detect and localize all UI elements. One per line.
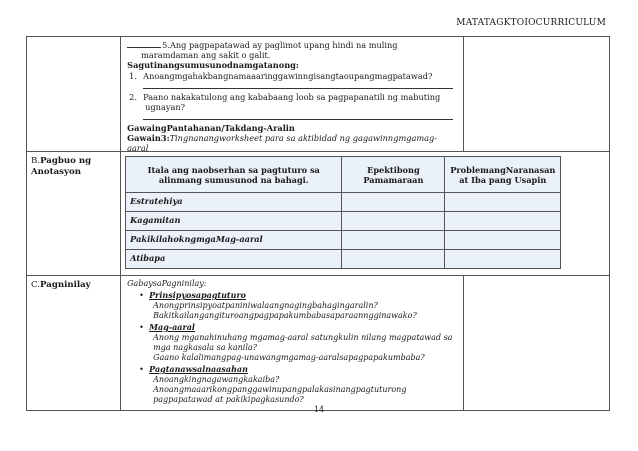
annotation-cell[interactable] — [445, 193, 561, 212]
reflection-intro: GabaysaPagninilay: — [127, 279, 207, 288]
section-c-label: C.Pagninilay — [27, 276, 121, 411]
section-b-label: B.Pagbuo ng Anotasyon — [27, 152, 121, 276]
table-row-section-b — [27, 152, 610, 276]
empty-cell — [27, 37, 121, 152]
reflection-item: • Mag-aaral — [139, 322, 195, 332]
question-1: 1. Anoangmgahakbangnamaaaringgawinngisangtaoupangmagpatawad? — [129, 71, 433, 81]
bullet-icon: • — [139, 291, 144, 300]
annotation-header-row — [126, 157, 561, 193]
bullet-icon: • — [139, 365, 144, 374]
lesson-plan-table — [26, 36, 610, 411]
reflection-item: • Pagtanawsalnaasahan — [139, 364, 248, 374]
question-2: 2. Paano nakakatulong ang kababaang loob sa pagpapanatili ng mabuting ugnayan? — [129, 92, 441, 112]
table-row — [126, 231, 561, 250]
annotation-cell[interactable] — [445, 231, 561, 250]
header-code: MATATAGKTOIOCURRICULUM — [456, 18, 606, 28]
answer-line-1 — [143, 82, 453, 89]
annotation-row-label: PakikilahokngmgaMag-aaral — [126, 231, 342, 250]
questions-cell — [121, 37, 464, 152]
reflection-cell: GabaysaPagninilay: • Prinsipyosapagtuturo Anongprinsipyoatpaniniwalaangnagingbahagingaralin? Bakitkailangangituroangpagpapakumbabasaparaanngginawako? • Mag-aaral Anong mganahinuhang mgamag-aaral satungkulin nilang magpatawad sa mga nagkasala sa kanila? Gaano kalalimangpag-unawangmgamag-aaralsapagpapakumbaba? • Pagtanawsalnaasahan Anoangkingnagawangkakaiba? Anoangmaaarikongpanggawinupangpalakasinangpagtuturong pagpapatawad at pakikipagkasundo? — [121, 276, 464, 411]
empty-cell — [463, 276, 609, 411]
table-row — [126, 212, 561, 231]
annotation-cell[interactable] — [342, 193, 445, 212]
annotation-row-label: Kagamitan — [126, 212, 342, 231]
annotation-header-effective: Epektibong Pamamaraan — [342, 157, 445, 193]
section-c-title: Pagninilay — [40, 280, 91, 290]
annotation-table — [125, 156, 561, 269]
annotation-header-observed: Itala ang naobserhan sa pagtuturo sa alinmang sumusunod na bahagi. — [126, 157, 342, 193]
bullet-icon: • — [139, 323, 144, 332]
table-row — [126, 250, 561, 269]
annotation-cell[interactable] — [342, 231, 445, 250]
annotation-cell[interactable] — [445, 212, 561, 231]
annotation-header-problems: ProblemangNaranasan at Iba pang Usapin — [445, 157, 561, 193]
gawain3-line: Gawain3:Tingnanangworksheet para sa aktibidad ng gagawinngmgamag- aaral — [127, 133, 437, 153]
reflection-item: • Prinsipyosapagtuturo — [139, 290, 246, 300]
question-5: 5.Ang pagpapatawad ay paglimot upang hindi na muling maramdaman ang sakit o galit. — [127, 40, 457, 60]
annotation-cell[interactable] — [342, 250, 445, 269]
page-number: 14 — [313, 405, 325, 414]
empty-cell — [463, 37, 609, 152]
answer-heading: Sagutinangsumusunodnamgatanong: — [127, 60, 299, 70]
annotation-table-cell — [121, 152, 610, 276]
section-b-title: Pagbuo ng Anotasyon — [31, 156, 92, 177]
answer-line-2 — [143, 113, 453, 120]
annotation-row-label: Estratehiya — [126, 193, 342, 212]
table-row-section-c — [27, 276, 610, 411]
annotation-cell[interactable] — [445, 250, 561, 269]
annotation-row-label: Atibapa — [126, 250, 342, 269]
blank-line — [127, 47, 161, 48]
table-row-top — [27, 37, 610, 152]
table-row — [126, 193, 561, 212]
gawain-heading: GawaingPantahanan/Takdang-Aralin — [127, 123, 295, 133]
annotation-cell[interactable] — [342, 212, 445, 231]
